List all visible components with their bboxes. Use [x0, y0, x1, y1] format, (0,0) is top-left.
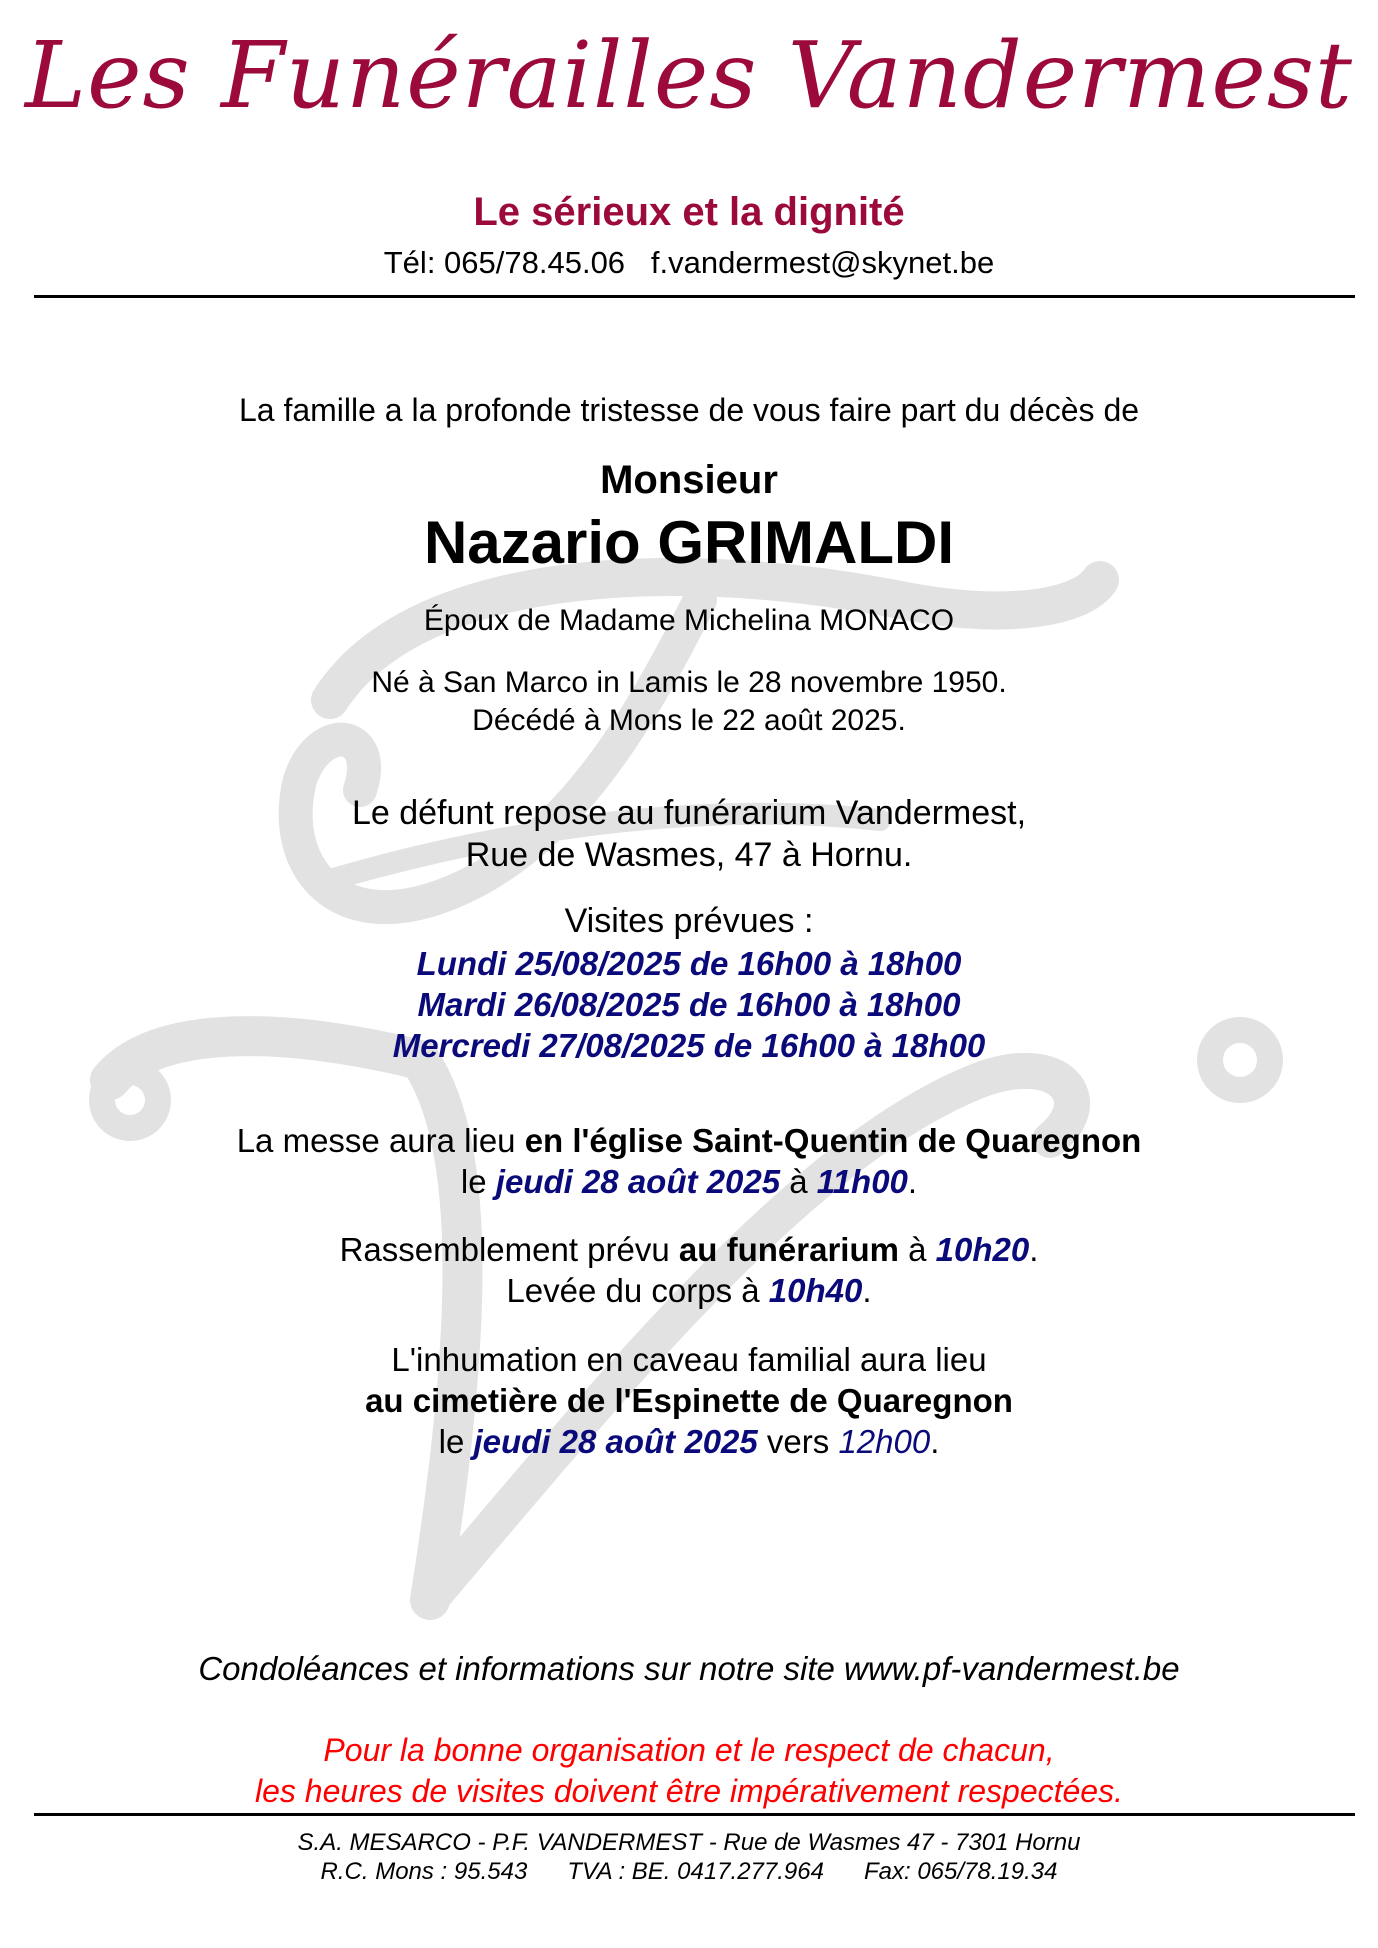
born: Né à San Marco in Lamis le 28 novembre 1950. [371, 666, 1007, 699]
text: Rassemblement prévu [339, 1231, 679, 1268]
mass-info [0, 1120, 1378, 1202]
lift-time: 10h40 [768, 1272, 863, 1309]
visit-item: Mardi 26/08/2025 de 16h00 à 18h00 [417, 986, 961, 1023]
deceased-name: Nazario GRIMALDI [423, 509, 955, 576]
warning [0, 1730, 1378, 1812]
contact-line [0, 245, 1378, 281]
rest-line-1: Le défunt repose au funérarium Vandermest, [351, 794, 1027, 832]
mass-date: jeudi 28 août 2025 [495, 1163, 781, 1200]
burial-time: 12h00 [838, 1423, 931, 1460]
rest-line-2: Rue de Wasmes, 47 à Hornu. [465, 836, 913, 874]
text: à [780, 1163, 817, 1200]
footer-fax: Fax: 065/78.19.34 [863, 1858, 1058, 1885]
text: . [930, 1423, 940, 1460]
footer [0, 1828, 1378, 1886]
footer-company: S.A. MESARCO - P.F. VANDERMEST - Rue de Wasmes 47 - 7301 Hornu [297, 1829, 1081, 1856]
text: à [898, 1231, 936, 1268]
gather-time: 10h20 [935, 1231, 1030, 1268]
church: en l'église Saint-Quentin de Quaregnon [524, 1122, 1142, 1159]
header-divider [34, 295, 1355, 298]
phone: Tél: 065/78.45.06 [383, 245, 626, 280]
visits [0, 943, 1378, 1066]
honorific: Monsieur [600, 458, 778, 502]
visits-label: Visites prévues : [564, 902, 814, 940]
footer-rc: R.C. Mons : 95.543 [320, 1858, 528, 1885]
burial-info [0, 1339, 1378, 1462]
gather-place: au funérarium [678, 1231, 899, 1268]
warning-line: Pour la bonne organisation et le respect de chacun, [323, 1732, 1055, 1768]
footer-tva: TVA : BE. 0417.277.964 [567, 1858, 824, 1885]
cemetery: au cimetière de l'Espinette de Quaregnon [365, 1382, 1013, 1419]
spouse: Époux de Madame Michelina MONACO [423, 604, 955, 637]
text: La messe aura lieu [236, 1122, 525, 1159]
text: vers [757, 1423, 839, 1460]
email: f.vandermest@skynet.be [650, 245, 995, 280]
text: . [907, 1163, 918, 1200]
visit-item: Mercredi 27/08/2025 de 16h00 à 18h00 [392, 1027, 986, 1064]
condolences-link[interactable]: Condoléances et informations sur notre site www.pf-vandermest.be [198, 1650, 1180, 1687]
text: le [438, 1423, 474, 1460]
text: L'inhumation en caveau familial aura lieu [391, 1341, 987, 1378]
text: le [460, 1163, 496, 1200]
company-logo-title: Les Funérailles Vandermest [24, 22, 1354, 129]
footer-divider [34, 1813, 1355, 1816]
rest-place [0, 792, 1378, 876]
tagline: Le sérieux et la dignité [473, 190, 905, 234]
text: . [862, 1272, 872, 1309]
intro: La famille a la profonde tristesse de vous faire part du décès de [238, 392, 1140, 428]
died: Décédé à Mons le 22 août 2025. [472, 704, 906, 737]
birth-death [0, 664, 1378, 740]
warning-line: les heures de visites doivent être impérativement respectées. [255, 1773, 1123, 1809]
mass-time: 11h00 [816, 1163, 908, 1200]
text: Levée du corps à [506, 1272, 769, 1309]
visit-item: Lundi 25/08/2025 de 16h00 à 18h00 [416, 945, 962, 982]
gathering-info [0, 1229, 1378, 1311]
burial-date: jeudi 28 août 2025 [473, 1423, 758, 1460]
text: . [1029, 1231, 1039, 1268]
